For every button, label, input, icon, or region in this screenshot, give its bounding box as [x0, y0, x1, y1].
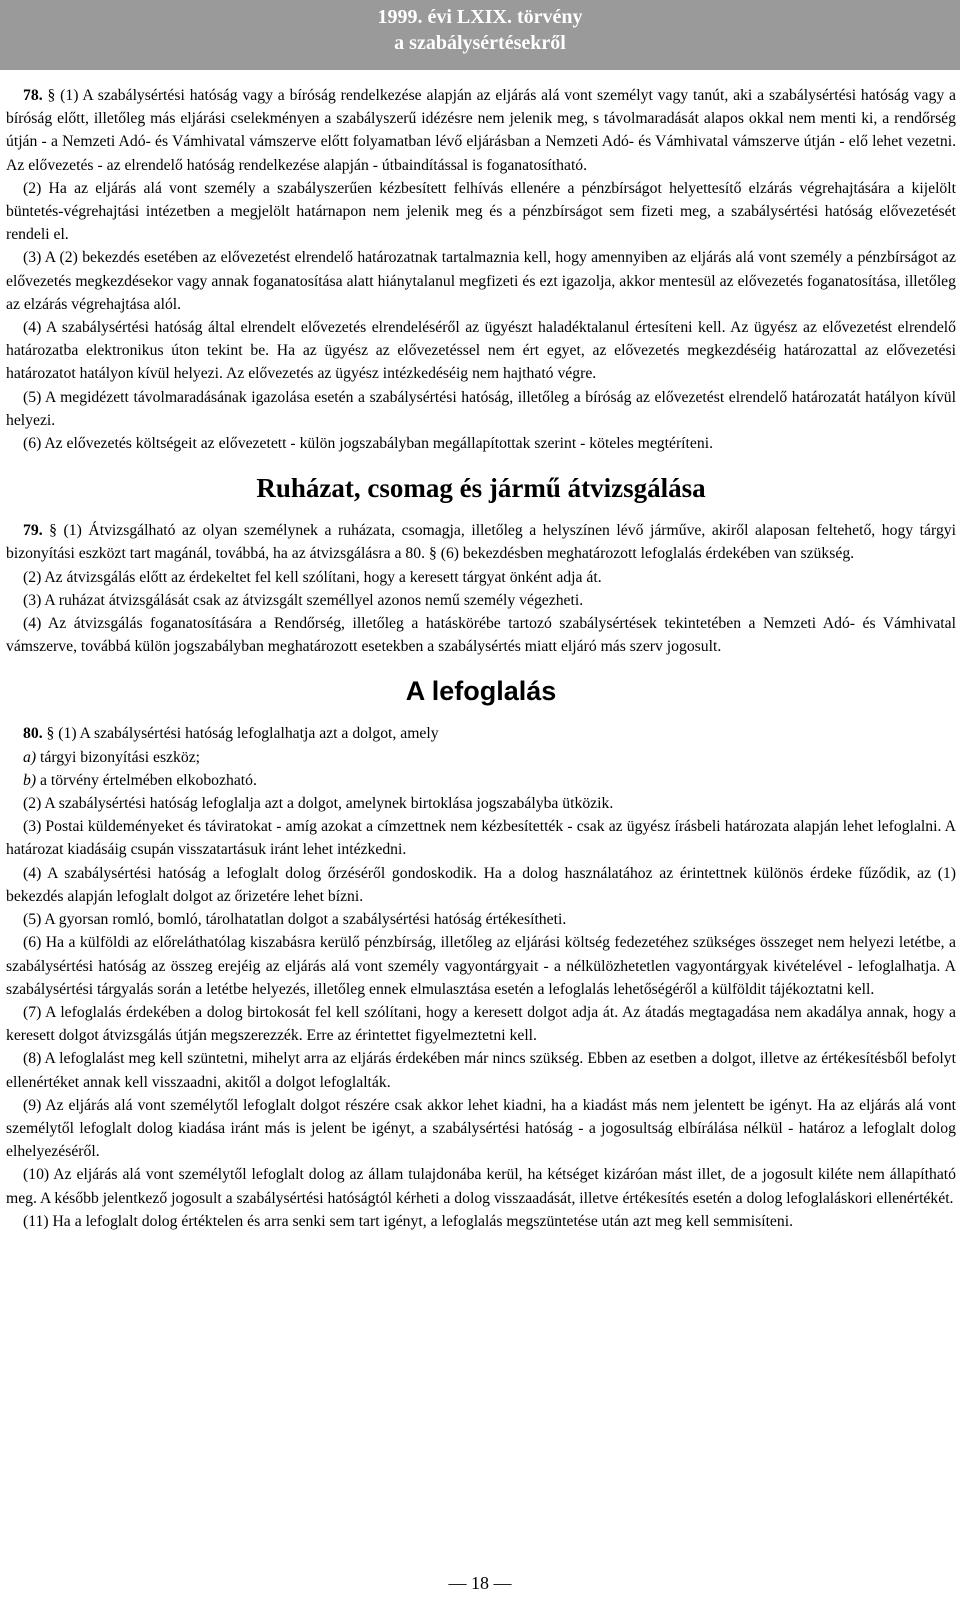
- paragraph-text: § (1) A szabálysértési hatóság vagy a bíróság rendelkezése alapján az eljárás alá vont személyt vagy tanút, aki a szabálysértési hatóság vagy a bíróság előtt, illetőleg más eljárási cselekményen a szabályszerű idézésre nem jelenik meg, s távolmaradását alapos okkal nem menti ki, a rendőrség útján - a Nemzeti Adó- és Vámhivatal vámszerve előtt folyamatban lévő eljárásban a Nemzeti Adó- és Vámhivatal vámszerve útján - elő lehet vezetni. Az elővezetés - az elrendelő hatóság rendelkezése alapján - útbaindítással is foganatosítható.: [6, 87, 956, 174]
- section-80-paragraph-8: (8) A lefoglalást meg kell szüntetni, mihelyt arra az eljárás érdekében már nincs szükség. Ebben az esetben a dolgot, illetve az értékesítésből befolyt ellenértéket annak kell visszaadni, akitől a dolgot lefoglalták.: [6, 1050, 956, 1091]
- section-80-paragraph-3: (3) Postai küldeményeket és táviratokat - amíg azokat a címzettnek nem kézbesítették - csak az ügyész írásbeli határozata alapján lehet lefoglalni. A határozat kiadásáig csupán visszatartásuk iránt lehet intézkedni.: [6, 818, 956, 859]
- section-number: 78.: [23, 87, 43, 104]
- section-80-paragraph-2: (2) A szabálysértési hatóság lefoglalja azt a dolgot, amelynek birtoklása jogszabályba ütközik.: [23, 795, 614, 813]
- document-body: [6, 84, 956, 1233]
- list-text: tárgyi bizonyítási eszköz;: [36, 748, 201, 766]
- section-80-paragraph-1: [6, 722, 956, 745]
- section-80-paragraph-6: (6) Ha a külföldi az előreláthatólag kiszabásra kerülő pénzbírság, illetőleg az eljárási költség fedezetéhez szükséges összeget nem helyezi letétbe, a szabálysértési hatóság az összeg erejéig az eljárás alá vont személy vagyontárgyait - a nélkülözhetetlen vagyontárgyak kivételével - lefoglalhatja. A szabálysértési tárgyalás során a letétbe helyezés, illetőleg ennek elmulasztása esetén a lefoglalás lehetőségéről a külföldit tájékoztatni kell.: [6, 934, 956, 998]
- section-79-paragraph-3: (3) A ruházat átvizsgálását csak az átvizsgált személlyel azonos nemű személy végezheti.: [23, 591, 584, 609]
- section-79-paragraph-4: (4) Az átvizsgálás foganatosítására a Rendőrség, illetőleg a hatáskörébe tartozó szabálysértések tekintetében a Nemzeti Adó- és Vámhivatal vámszerve, továbbá külön jogszabályban meghatározott esetekben a szabálysértés miatt eljáró más szerv jogosult.: [6, 615, 956, 656]
- law-title: 1999. évi LXIX. törvény: [377, 6, 583, 28]
- section-number: 80.: [23, 725, 43, 743]
- list-item-b: [6, 769, 956, 792]
- section-78-paragraph-4: (4) A szabálysértési hatóság által elrendelt elővezetés elrendeléséről az ügyészt haladéktalanul értesíteni kell. Az ügyész az elővezetést elrendelő határozatba elektronikus úton tekint be. Ha az ügyész az elővezetéssel nem ért egyet, az elővezetés megkezdéséig határozattal az elővezetési határozatot hatályon kívül helyezi. Az elővezetés az ügyész intézkedéséig nem hajtható végre.: [6, 319, 956, 383]
- section-78-paragraph-6: (6) Az elővezetés költségeit az elővezetett - külön jogszabályban megállapítottak szerint - köteles megtéríteni.: [23, 435, 713, 453]
- section-80-paragraph-4: (4) A szabálysértési hatóság a lefoglalt dolog őrzéséről gondoskodik. Ha a dolog használatához az érintettnek különös érdeke fűződik, az (1) bekezdés alapján lefoglalt dolgot az őrizetére lehet bízni.: [6, 864, 956, 905]
- list-label: b): [23, 771, 37, 789]
- section-80-paragraph-10: (10) Az eljárás alá vont személytől lefoglalt dolog az állam tulajdonába kerül, ha kétséget kizáróan mást illet, de a jogosult kiléte nem állapítható meg. A később jelentkező jogosult a szabálysértési hatóságtól kérheti a dolog visszaadását, illetve értékesítés esetén a dolog lefoglaláskori ellenértékét.: [6, 1166, 956, 1207]
- section-80-paragraph-7: (7) A lefoglalás érdekében a dolog birtokosát fel kell szólítani, hogy a keresett dolgot adja át. Az átadás megtagadása nem akadálya annak, hogy a keresett dolgot átvizsgálás útján megszerezzék. Erre az érintettet figyelmeztetni kell.: [6, 1003, 956, 1045]
- section-79-paragraph-2: (2) Az átvizsgálás előtt az érdekeltet fel kell szólítani, hogy a keresett tárgyat önként adja át.: [23, 568, 602, 586]
- heading-ruhazat: Ruházat, csomag és jármű átvizsgálása: [256, 473, 706, 504]
- heading-lefoglalas: A lefoglalás: [405, 676, 557, 707]
- law-subtitle: a szabálysértésekről: [394, 32, 566, 54]
- section-78-paragraph-3: (3) A (2) bekezdés esetében az elővezetést elrendelő határozatnak tartalmaznia kell, hogy amennyiben az eljárás alá vont személy a pénzbírságot az elővezetés megkezdésekor vagy annak foganatosítása alatt hiánytalanul megfizeti és ezt igazolja, akkor mentesül az elővezetés foganatosítása, illetőleg az elzárás végrehajtása alól.: [6, 249, 956, 313]
- section-80-paragraph-11: (11) Ha a lefoglalt dolog értéktelen és arra senki sem tart igényt, a lefoglalás megszüntetése után azt meg kell semmisíteni.: [23, 1212, 794, 1230]
- section-78-paragraph-2: (2) Ha az eljárás alá vont személy a szabályszerűen kézbesített felhívás ellenére a pénzbírságot helyettesítő elzárás végrehajtására a kijelölt büntetés-végrehajtási intézetben a megjelölt határnapon nem jelenik meg és a pénzbírságot sem fizeti meg, a szabálysértési hatóság elővezetését rendeli el.: [6, 179, 956, 244]
- section-80-paragraph-9: (9) Az eljárás alá vont személytől lefoglalt dolgot részére csak akkor lehet kiadni, ha a kiadást más nem jelentett be igényt. Ha az eljárás alá vont személytől lefoglalt dolog kiadása iránt más is jelent be igényt, a szabálysértési hatóság - a jogosultság elbírálása nélkül - határoz a lefoglalt dolog elhelyezéséről.: [6, 1096, 956, 1161]
- page-number: — 18 —: [448, 1573, 512, 1593]
- list-item-a: [6, 746, 956, 769]
- paragraph-text: § (1) Átvizsgálható az olyan személynek a ruházata, csomagja, illetőleg a helyszínen lévő járműve, akiről alaposan feltehető, hogy tárgyi bizonyítási eszközt tart magánál, továbbá, ha az átvizsgálásra a 80. § (6) bekezdésben meghatározott lefoglalás érdekében van szükség.: [6, 522, 956, 563]
- page-header: [0, 0, 960, 70]
- section-number: 79.: [23, 522, 43, 540]
- section-80-paragraph-5: (5) A gyorsan romló, bomló, tárolhatatlan dolgot a szabálysértési hatóság értékesítheti.: [23, 911, 567, 929]
- paragraph-text: § (1) A szabálysértési hatóság lefoglalhatja azt a dolgot, amely: [42, 725, 439, 743]
- section-78-paragraph-1: [6, 84, 956, 177]
- list-label: a): [23, 748, 37, 766]
- section-78-paragraph-5: (5) A megidézett távolmaradásának igazolása esetén a szabálysértési hatóság, illetőleg a bíróság az elővezetést elrendelő határozatát hatályon kívül helyezi.: [6, 388, 956, 429]
- section-79-paragraph-1: [6, 519, 956, 565]
- list-text: a törvény értelmében elkobozható.: [36, 771, 257, 789]
